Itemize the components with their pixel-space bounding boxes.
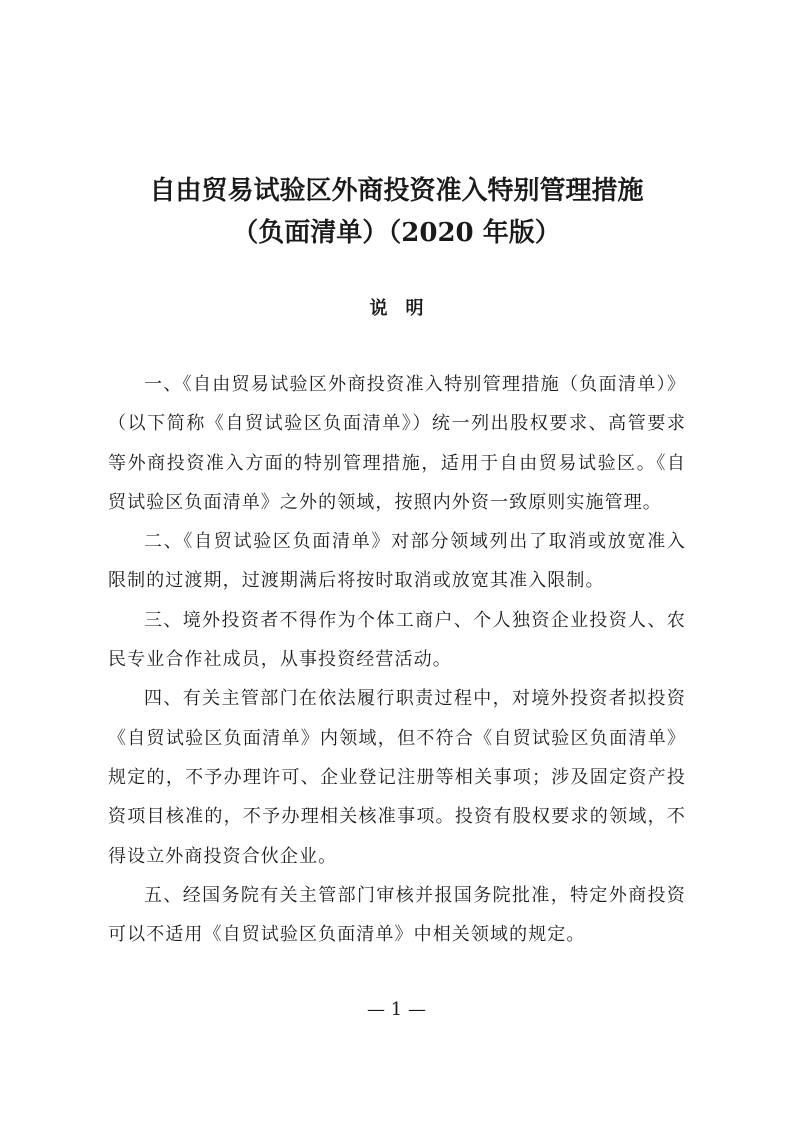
title-line-1: 自由贸易试验区外商投资准入特别管理措施 xyxy=(149,176,644,206)
paragraph-5: 五、经国务院有关主管部门审核并报国务院批准，特定外商投资可以不适用《自贸试验区负面清单》中相关领域的规定。 xyxy=(108,884,686,946)
section-heading: 说 明 xyxy=(369,298,424,319)
document-title xyxy=(0,170,793,254)
title-line-2: （负面清单）（2020 年版） xyxy=(232,218,561,248)
paragraph-4: 四、有关主管部门在依法履行职责过程中，对境外投资者拟投资《自贸试验区负面清单》内领域，但不符合《自贸试验区负面清单》规定的，不予办理许可、企业登记注册等相关事项；涉及固定资产投资项目核准的，不予办理相关核准事项。投资有股权要求的领域，不得设立外商投资合伙企业。 xyxy=(108,688,686,867)
paragraph-3: 三、境外投资者不得作为个体工商户、个人独资企业投资人、农民专业合作社成员，从事投资经营活动。 xyxy=(108,609,686,671)
paragraph-2: 二、《自贸试验区负面清单》对部分领域列出了取消或放宽准入限制的过渡期，过渡期满后将按时取消或放宽其准入限制。 xyxy=(108,531,686,592)
document-body xyxy=(108,365,686,954)
paragraph-1: 一、《自由贸易试验区外商投资准入特别管理措施（负面清单）》（以下简称《自贸试验区负面清单》）统一列出股权要求、高管要求等外商投资准入方面的特别管理措施，适用于自由贸易试验区。《自贸试验区负面清单》之外的领域，按照内外资一致原则实施管理。 xyxy=(108,374,686,513)
page-number: — 1 — xyxy=(367,999,426,1020)
